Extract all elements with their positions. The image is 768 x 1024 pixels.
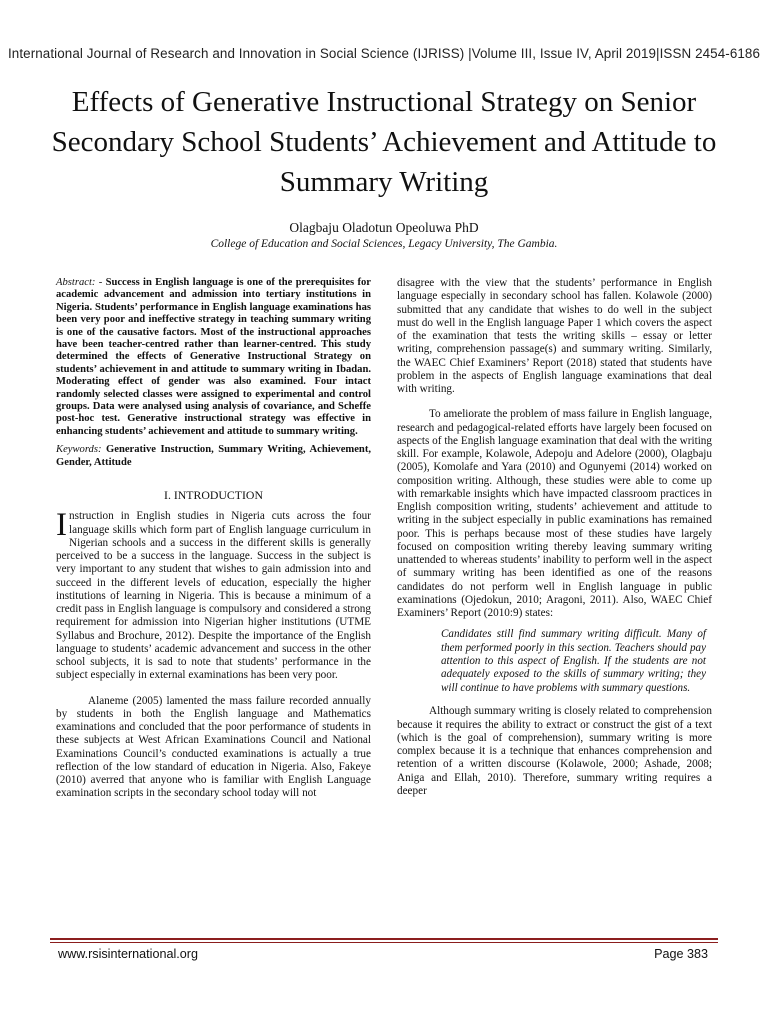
author-affiliation: College of Education and Social Sciences, Legacy University, The Gambia. xyxy=(210,238,558,250)
right-column xyxy=(397,277,712,798)
footer-rule-thin xyxy=(50,942,718,943)
journal-header: International Journal of Research and Innovation in Social Science (IJRISS) |Volume III, Issue IV, April 2019|ISSN 2454-6186 xyxy=(7,46,761,61)
footer-website-link[interactable]: www.rsisinternational.org xyxy=(58,947,198,961)
body-paragraph-2: To ameliorate the problem of mass failure in English language, research and pedagogical-related efforts have largely been focused on aspects of the English language examination that deal with the writing skill. For example, Kolawole, Adepoju and Adelore (2000), Olagbaju (2005), Komolafe and Yara (2010) and Ogunyemi (2014) worked on composition writing. Although, these studies were able to come up with remarkable insights which have impacted classroom practices in English composition writing, students’ achievement and attitude to writing in the subject especially in public examinations has remained poor. This is perhaps because most of these studies have largely focused on composition writing thereby leaving summary writing unattended to whereas students’ inability to perform well in the aspect of summary writing has been identified as one of the reasons candidates do not perform well in English language in public examinations (Ojedokun, 2010; Aragoni, 2011). Also, WAEC Chief Examiners’ Report (2010:9) states: xyxy=(397,408,712,619)
page-number: Page 383 xyxy=(654,947,708,961)
body-paragraph-3: Although summary writing is closely related to comprehension because it requires the ability to extract or construct the gist of a text (which is the goal of comprehension), summary writing is more complex because it is a technique that enhances comprehension and retention of a written discourse (Kolawole, 2000; Ashade, 2008; Aniga and Ellah, 2010). Therefore, summary writing requires a deeper xyxy=(397,705,712,797)
keywords xyxy=(56,444,371,469)
keywords-text: Generative Instruction, Summary Writing, Achievement, Gender, Attitude xyxy=(56,444,371,468)
drop-cap: I xyxy=(56,507,67,544)
intro-paragraph-1-text: nstruction in English studies in Nigeria cuts across the four language skills which form part of English language curriculum in Nigerian schools and a success in the different skills is generally perceived to be a success in the language. Success in the subject is very important to any student that wishes to gain admission into and succeed in the different levels of education, especially the higher institutions of learning in Nigeria. This is because a minimum of a credit pass in English language is compulsory and considered a strong requirement for admission into Nigerian higher institutions (UTME Syllabus and Brochure, 2012). Despite the importance of the English language to students’ academic advancement and success in the other school subjects, it is sad to note that students’ performance in the subject especially in external examinations has been very poor. xyxy=(56,510,371,682)
keywords-label: Keywords: xyxy=(56,444,102,456)
block-quote: Candidates still find summary writing difficult. Many of them performed poorly in this section. Teachers should pay attention to this aspect of English. If the students are not adequately exposed to the skills of summary writing; they will continue to have problems with summary questions. xyxy=(441,628,706,694)
body-paragraph-1: disagree with the view that the students’ performance in English language especially in secondary school has fallen. Kolawole (2000) submitted that any candidate that wishes to do well in the subject must do well in the English language Paper 1 which covers the aspect of the examination that tests the writing skills – essay or letter writing, comprehension passage(s) and summary writing. Similarly, the WAEC Chief Examiners’ Report (2018) stated that students have problem in the aspects of English language examinations that deal with writing. xyxy=(397,277,712,395)
left-column xyxy=(56,277,371,801)
abstract-text: Success in English language is one of the prerequisites for academic advancement and admission into tertiary institutions in Nigeria. Students’ performance in English language examinations has been very poor and ineffective strategy in teaching summary writing is one of the causative factors. Most of the instructional approaches have been teacher-centred rather than learner-centred. This study determined the effects of Generative Instructional Strategy on students’ achievement in and attitude to summary writing in Ibadan. Moderating effect of gender was also examined. Four intact randomly selected classes were assigned to experimental and control groups. Data were analysed using analysis of covariance, and Scheffe post-hoc test. Generative instructional strategy was effective in enhancing students’ achievement and attitude to summary writing. xyxy=(56,277,371,437)
intro-paragraph-1 xyxy=(56,507,371,682)
abstract-label: Abstract: - xyxy=(56,277,103,288)
footer-rule xyxy=(50,938,718,940)
intro-paragraph-2: Alaneme (2005) lamented the mass failure recorded annually by students in both the English language and Mathematics examinations and concluded that the poor performance of students in these subjects at West African Examinations Council and National Examinations Council’s conducted examinations is actually a true reflection of the low standard of education in Nigeria. Also, Fakeye (2010) averred that anyone who is familiar with English Language examination scripts in the secondary school today will not xyxy=(56,694,371,800)
abstract xyxy=(56,277,371,438)
section-heading-introduction: I. INTRODUCTION xyxy=(164,488,263,503)
author-name: Olagbaju Oladotun Opeoluwa PhD xyxy=(289,220,479,235)
paper-title: Effects of Generative Instructional Strategy on Senior Secondary School Students’ Achievement and Attitude to Summary Writing xyxy=(51,86,717,198)
